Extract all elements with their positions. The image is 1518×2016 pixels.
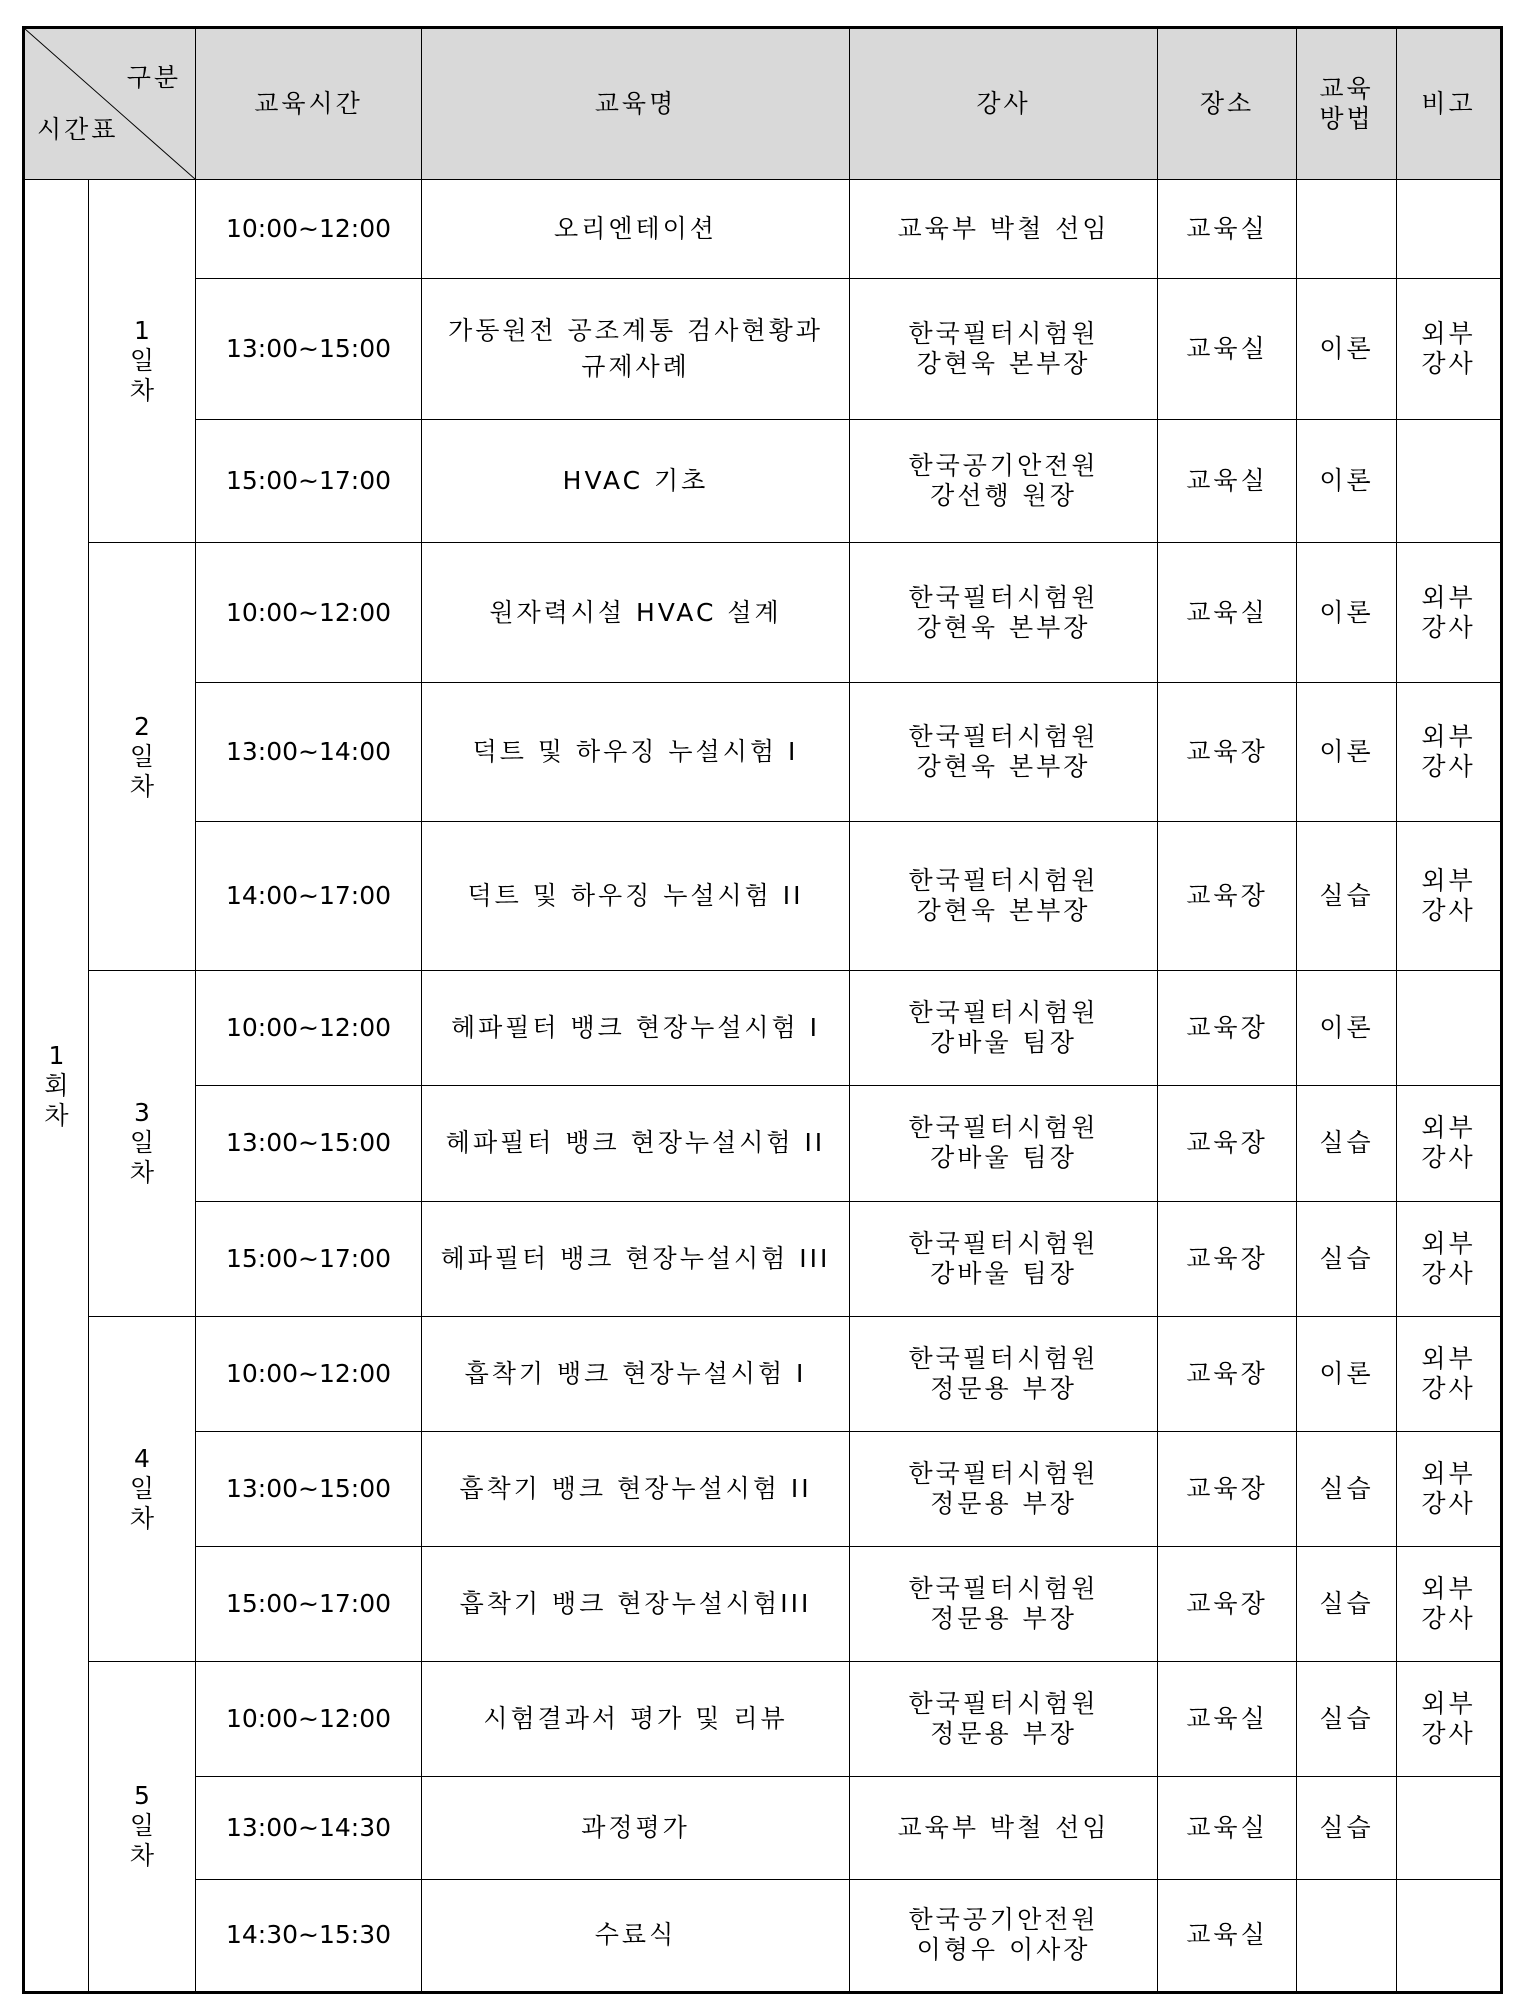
day-label: 4 — [134, 1443, 150, 1473]
note-text: 강사 — [1421, 349, 1476, 379]
instructor-name: 강현욱 본부장 — [916, 751, 1091, 781]
day-label: 차 — [129, 771, 155, 801]
table-row — [24, 821, 1502, 970]
time-cell: 14:30~15:30 — [196, 1879, 422, 1992]
table-row — [24, 1776, 1502, 1879]
place-cell: 교육장 — [1158, 1316, 1297, 1431]
note-cell — [1397, 821, 1502, 970]
course-name: HVAC 기초 — [562, 466, 709, 496]
course-name-cell — [422, 420, 850, 543]
time-cell: 13:00~14:30 — [196, 1776, 422, 1879]
table-row — [24, 420, 1502, 543]
day-cell — [89, 180, 196, 543]
method-cell: 실습 — [1297, 1086, 1397, 1201]
instructor-cell — [850, 1086, 1158, 1201]
course-name: 수료식 — [594, 1920, 677, 1950]
time-cell: 13:00~15:00 — [196, 1086, 422, 1201]
schedule-table — [22, 26, 1503, 1994]
course-name-cell — [422, 180, 850, 279]
instructor-cell — [850, 1776, 1158, 1879]
note-text: 강사 — [1421, 751, 1476, 781]
header-method-line: 방법 — [1319, 104, 1374, 133]
time-cell: 15:00~17:00 — [196, 1546, 422, 1661]
instructor-name: 강현욱 본부장 — [916, 896, 1091, 926]
instructor-name: 한국필터시험원 — [908, 1228, 1099, 1258]
place-cell: 교육실 — [1158, 1661, 1297, 1776]
place-cell: 교육장 — [1158, 1431, 1297, 1546]
course-name: 덕트 및 하우징 누설시험 II — [467, 881, 804, 911]
note-cell — [1397, 971, 1502, 1086]
note-cell — [1397, 278, 1502, 419]
instructor-name: 이형우 이사장 — [916, 1935, 1091, 1965]
course-name: 원자력시설 HVAC 설계 — [489, 597, 782, 627]
place-cell: 교육장 — [1158, 682, 1297, 821]
time-cell: 10:00~12:00 — [196, 180, 422, 279]
place-cell: 교육장 — [1158, 1201, 1297, 1316]
note-text: 외부 — [1421, 582, 1476, 612]
instructor-name: 한국필터시험원 — [908, 1343, 1099, 1373]
place-cell: 교육장 — [1158, 1546, 1297, 1661]
table-row — [24, 1086, 1502, 1201]
instructor-name: 한국필터시험원 — [908, 1113, 1099, 1143]
course-name: 오리엔테이션 — [554, 213, 717, 243]
note-text: 외부 — [1421, 866, 1476, 896]
day-cell — [89, 1661, 196, 1992]
note-cell — [1397, 1661, 1502, 1776]
instructor-name: 한국필터시험원 — [908, 1688, 1099, 1718]
day-label: 1 — [134, 316, 150, 346]
note-cell — [1397, 1879, 1502, 1992]
note-cell — [1397, 1431, 1502, 1546]
course-name-cell — [422, 543, 850, 682]
session-label: 회 — [44, 1070, 69, 1100]
instructor-name: 강바울 팀장 — [930, 1143, 1077, 1173]
course-name: 헤파필터 뱅크 현장누설시험 II — [445, 1128, 826, 1158]
time-cell: 13:00~15:00 — [196, 1431, 422, 1546]
course-name-cell — [422, 971, 850, 1086]
place-cell: 교육장 — [1158, 821, 1297, 970]
course-name-cell — [422, 1316, 850, 1431]
instructor-name: 강선행 원장 — [930, 481, 1077, 511]
course-name: 과정평가 — [581, 1812, 690, 1842]
course-name-cell — [422, 821, 850, 970]
instructor-cell — [850, 1546, 1158, 1661]
session-cell — [24, 180, 89, 1993]
note-text: 외부 — [1421, 1343, 1476, 1373]
table-row — [24, 180, 1502, 279]
day-label: 차 — [129, 1158, 155, 1188]
course-name-cell — [422, 1661, 850, 1776]
instructor-name: 한국필터시험원 — [908, 998, 1099, 1028]
instructor-cell — [850, 821, 1158, 970]
time-cell: 13:00~14:00 — [196, 682, 422, 821]
table-row — [24, 1201, 1502, 1316]
time-cell: 10:00~12:00 — [196, 1316, 422, 1431]
note-text: 외부 — [1421, 319, 1476, 349]
note-text: 외부 — [1421, 1573, 1476, 1603]
day-cell — [89, 1316, 196, 1661]
course-name-cell — [422, 1431, 850, 1546]
note-text: 강사 — [1421, 1718, 1476, 1748]
header-row — [24, 28, 1502, 180]
method-cell: 이론 — [1297, 278, 1397, 419]
note-text: 외부 — [1421, 721, 1476, 751]
course-name: 규제사례 — [581, 352, 690, 382]
place-cell: 교육실 — [1158, 543, 1297, 682]
instructor-name: 강바울 팀장 — [930, 1258, 1077, 1288]
time-cell: 10:00~12:00 — [196, 971, 422, 1086]
day-label: 일 — [129, 1128, 155, 1158]
note-cell — [1397, 180, 1502, 279]
instructor-cell — [850, 1316, 1158, 1431]
place-cell: 교육실 — [1158, 180, 1297, 279]
day-cell — [89, 543, 196, 971]
header-time: 교육시간 — [196, 28, 422, 180]
method-cell: 이론 — [1297, 971, 1397, 1086]
table-row — [24, 543, 1502, 682]
method-cell: 실습 — [1297, 1546, 1397, 1661]
day-label: 3 — [134, 1098, 150, 1128]
instructor-name: 한국필터시험원 — [908, 721, 1099, 751]
table-row — [24, 278, 1502, 419]
session-label: 1 — [48, 1040, 65, 1070]
note-text: 외부 — [1421, 1113, 1476, 1143]
course-name-cell — [422, 1201, 850, 1316]
note-text: 외부 — [1421, 1228, 1476, 1258]
place-cell: 교육장 — [1158, 1086, 1297, 1201]
day-label: 차 — [129, 376, 155, 406]
note-text: 강사 — [1421, 1143, 1476, 1173]
method-cell: 실습 — [1297, 1431, 1397, 1546]
place-cell: 교육실 — [1158, 1879, 1297, 1992]
note-cell — [1397, 1776, 1502, 1879]
instructor-name: 교육부 박철 선임 — [897, 213, 1110, 243]
table-row — [24, 1879, 1502, 1992]
note-cell — [1397, 1546, 1502, 1661]
course-name: 헤파필터 뱅크 현장누설시험 III — [440, 1243, 831, 1273]
note-text: 외부 — [1421, 1458, 1476, 1488]
method-cell: 실습 — [1297, 1201, 1397, 1316]
instructor-name: 한국필터시험원 — [908, 1573, 1099, 1603]
day-label: 차 — [129, 1503, 155, 1533]
course-name-cell — [422, 1086, 850, 1201]
note-text: 외부 — [1421, 1688, 1476, 1718]
note-cell — [1397, 1316, 1502, 1431]
course-name-cell — [422, 278, 850, 419]
course-name: 가동원전 공조계통 검사현황과 — [448, 315, 823, 345]
table-row — [24, 971, 1502, 1086]
course-name: 흡착기 뱅크 현장누설시험 II — [459, 1473, 812, 1503]
method-cell: 실습 — [1297, 821, 1397, 970]
instructor-name: 한국필터시험원 — [908, 319, 1099, 349]
day-label: 일 — [129, 1811, 155, 1841]
time-cell: 10:00~12:00 — [196, 543, 422, 682]
instructor-name: 한국필터시험원 — [908, 1458, 1099, 1488]
schedule-body — [24, 180, 1502, 1993]
time-cell: 13:00~15:00 — [196, 278, 422, 419]
instructor-name: 정문용 부장 — [930, 1603, 1077, 1633]
instructor-cell — [850, 543, 1158, 682]
instructor-name: 한국공기안전원 — [908, 451, 1099, 481]
day-cell — [89, 971, 196, 1316]
header-method-line: 교육 — [1319, 74, 1374, 103]
instructor-cell — [850, 1201, 1158, 1316]
method-cell: 실습 — [1297, 1776, 1397, 1879]
note-text: 강사 — [1421, 612, 1476, 642]
instructor-cell — [850, 278, 1158, 419]
note-text: 강사 — [1421, 1488, 1476, 1518]
header-corner-cell — [24, 28, 196, 180]
time-cell: 15:00~17:00 — [196, 420, 422, 543]
day-label: 2 — [134, 711, 150, 741]
header-note: 비고 — [1397, 28, 1502, 180]
note-cell — [1397, 1201, 1502, 1316]
note-text: 강사 — [1421, 896, 1476, 926]
header-timetable: 시간표 — [37, 115, 119, 144]
table-row — [24, 1546, 1502, 1661]
time-cell: 15:00~17:00 — [196, 1201, 422, 1316]
time-cell: 14:00~17:00 — [196, 821, 422, 970]
time-cell: 10:00~12:00 — [196, 1661, 422, 1776]
method-cell: 이론 — [1297, 543, 1397, 682]
course-name: 흡착기 뱅크 현장누설시험III — [459, 1588, 812, 1618]
place-cell: 교육실 — [1158, 1776, 1297, 1879]
note-text: 강사 — [1421, 1258, 1476, 1288]
table-row — [24, 1431, 1502, 1546]
instructor-name: 교육부 박철 선임 — [897, 1812, 1110, 1842]
place-cell: 교육실 — [1158, 420, 1297, 543]
instructor-name: 한국공기안전원 — [908, 1905, 1099, 1935]
instructor-cell — [850, 1661, 1158, 1776]
course-name-cell — [422, 1546, 850, 1661]
header-method — [1297, 28, 1397, 180]
instructor-cell — [850, 1431, 1158, 1546]
method-cell: 이론 — [1297, 682, 1397, 821]
method-cell — [1297, 1879, 1397, 1992]
note-cell — [1397, 1086, 1502, 1201]
instructor-name: 한국필터시험원 — [908, 582, 1099, 612]
instructor-name: 한국필터시험원 — [908, 866, 1099, 896]
table-row — [24, 1316, 1502, 1431]
instructor-cell — [850, 682, 1158, 821]
day-label: 5 — [134, 1781, 150, 1811]
header-course-name: 교육명 — [422, 28, 850, 180]
instructor-cell — [850, 180, 1158, 279]
instructor-name: 정문용 부장 — [930, 1373, 1077, 1403]
course-name: 흡착기 뱅크 현장누설시험 I — [464, 1358, 807, 1388]
note-text: 강사 — [1421, 1603, 1476, 1633]
note-cell — [1397, 682, 1502, 821]
method-cell: 이론 — [1297, 1316, 1397, 1431]
course-name: 덕트 및 하우징 누설시험 I — [472, 736, 799, 766]
instructor-name: 강현욱 본부장 — [916, 349, 1091, 379]
method-cell: 이론 — [1297, 420, 1397, 543]
place-cell: 교육실 — [1158, 278, 1297, 419]
instructor-name: 정문용 부장 — [930, 1488, 1077, 1518]
instructor-cell — [850, 420, 1158, 543]
method-cell — [1297, 180, 1397, 279]
instructor-name: 강현욱 본부장 — [916, 612, 1091, 642]
note-cell — [1397, 420, 1502, 543]
day-label: 일 — [129, 346, 155, 376]
course-name-cell — [422, 1776, 850, 1879]
instructor-name: 강바울 팀장 — [930, 1028, 1077, 1058]
table-row — [24, 1661, 1502, 1776]
day-label: 일 — [129, 741, 155, 771]
instructor-name: 정문용 부장 — [930, 1718, 1077, 1748]
instructor-cell — [850, 971, 1158, 1086]
session-label: 차 — [44, 1100, 69, 1130]
method-cell: 실습 — [1297, 1661, 1397, 1776]
place-cell: 교육장 — [1158, 971, 1297, 1086]
header-instructor: 강사 — [850, 28, 1158, 180]
note-text: 강사 — [1421, 1373, 1476, 1403]
course-name-cell — [422, 682, 850, 821]
course-name: 시험결과서 평가 및 리뷰 — [483, 1703, 788, 1733]
day-label: 차 — [129, 1841, 155, 1871]
course-name: 헤파필터 뱅크 현장누설시험 I — [450, 1013, 820, 1043]
day-label: 일 — [129, 1473, 155, 1503]
diagonal-divider — [25, 29, 195, 179]
table-row — [24, 682, 1502, 821]
course-name-cell — [422, 1879, 850, 1992]
header-category: 구분 — [126, 63, 181, 92]
header-place: 장소 — [1158, 28, 1297, 180]
instructor-cell — [850, 1879, 1158, 1992]
note-cell — [1397, 543, 1502, 682]
